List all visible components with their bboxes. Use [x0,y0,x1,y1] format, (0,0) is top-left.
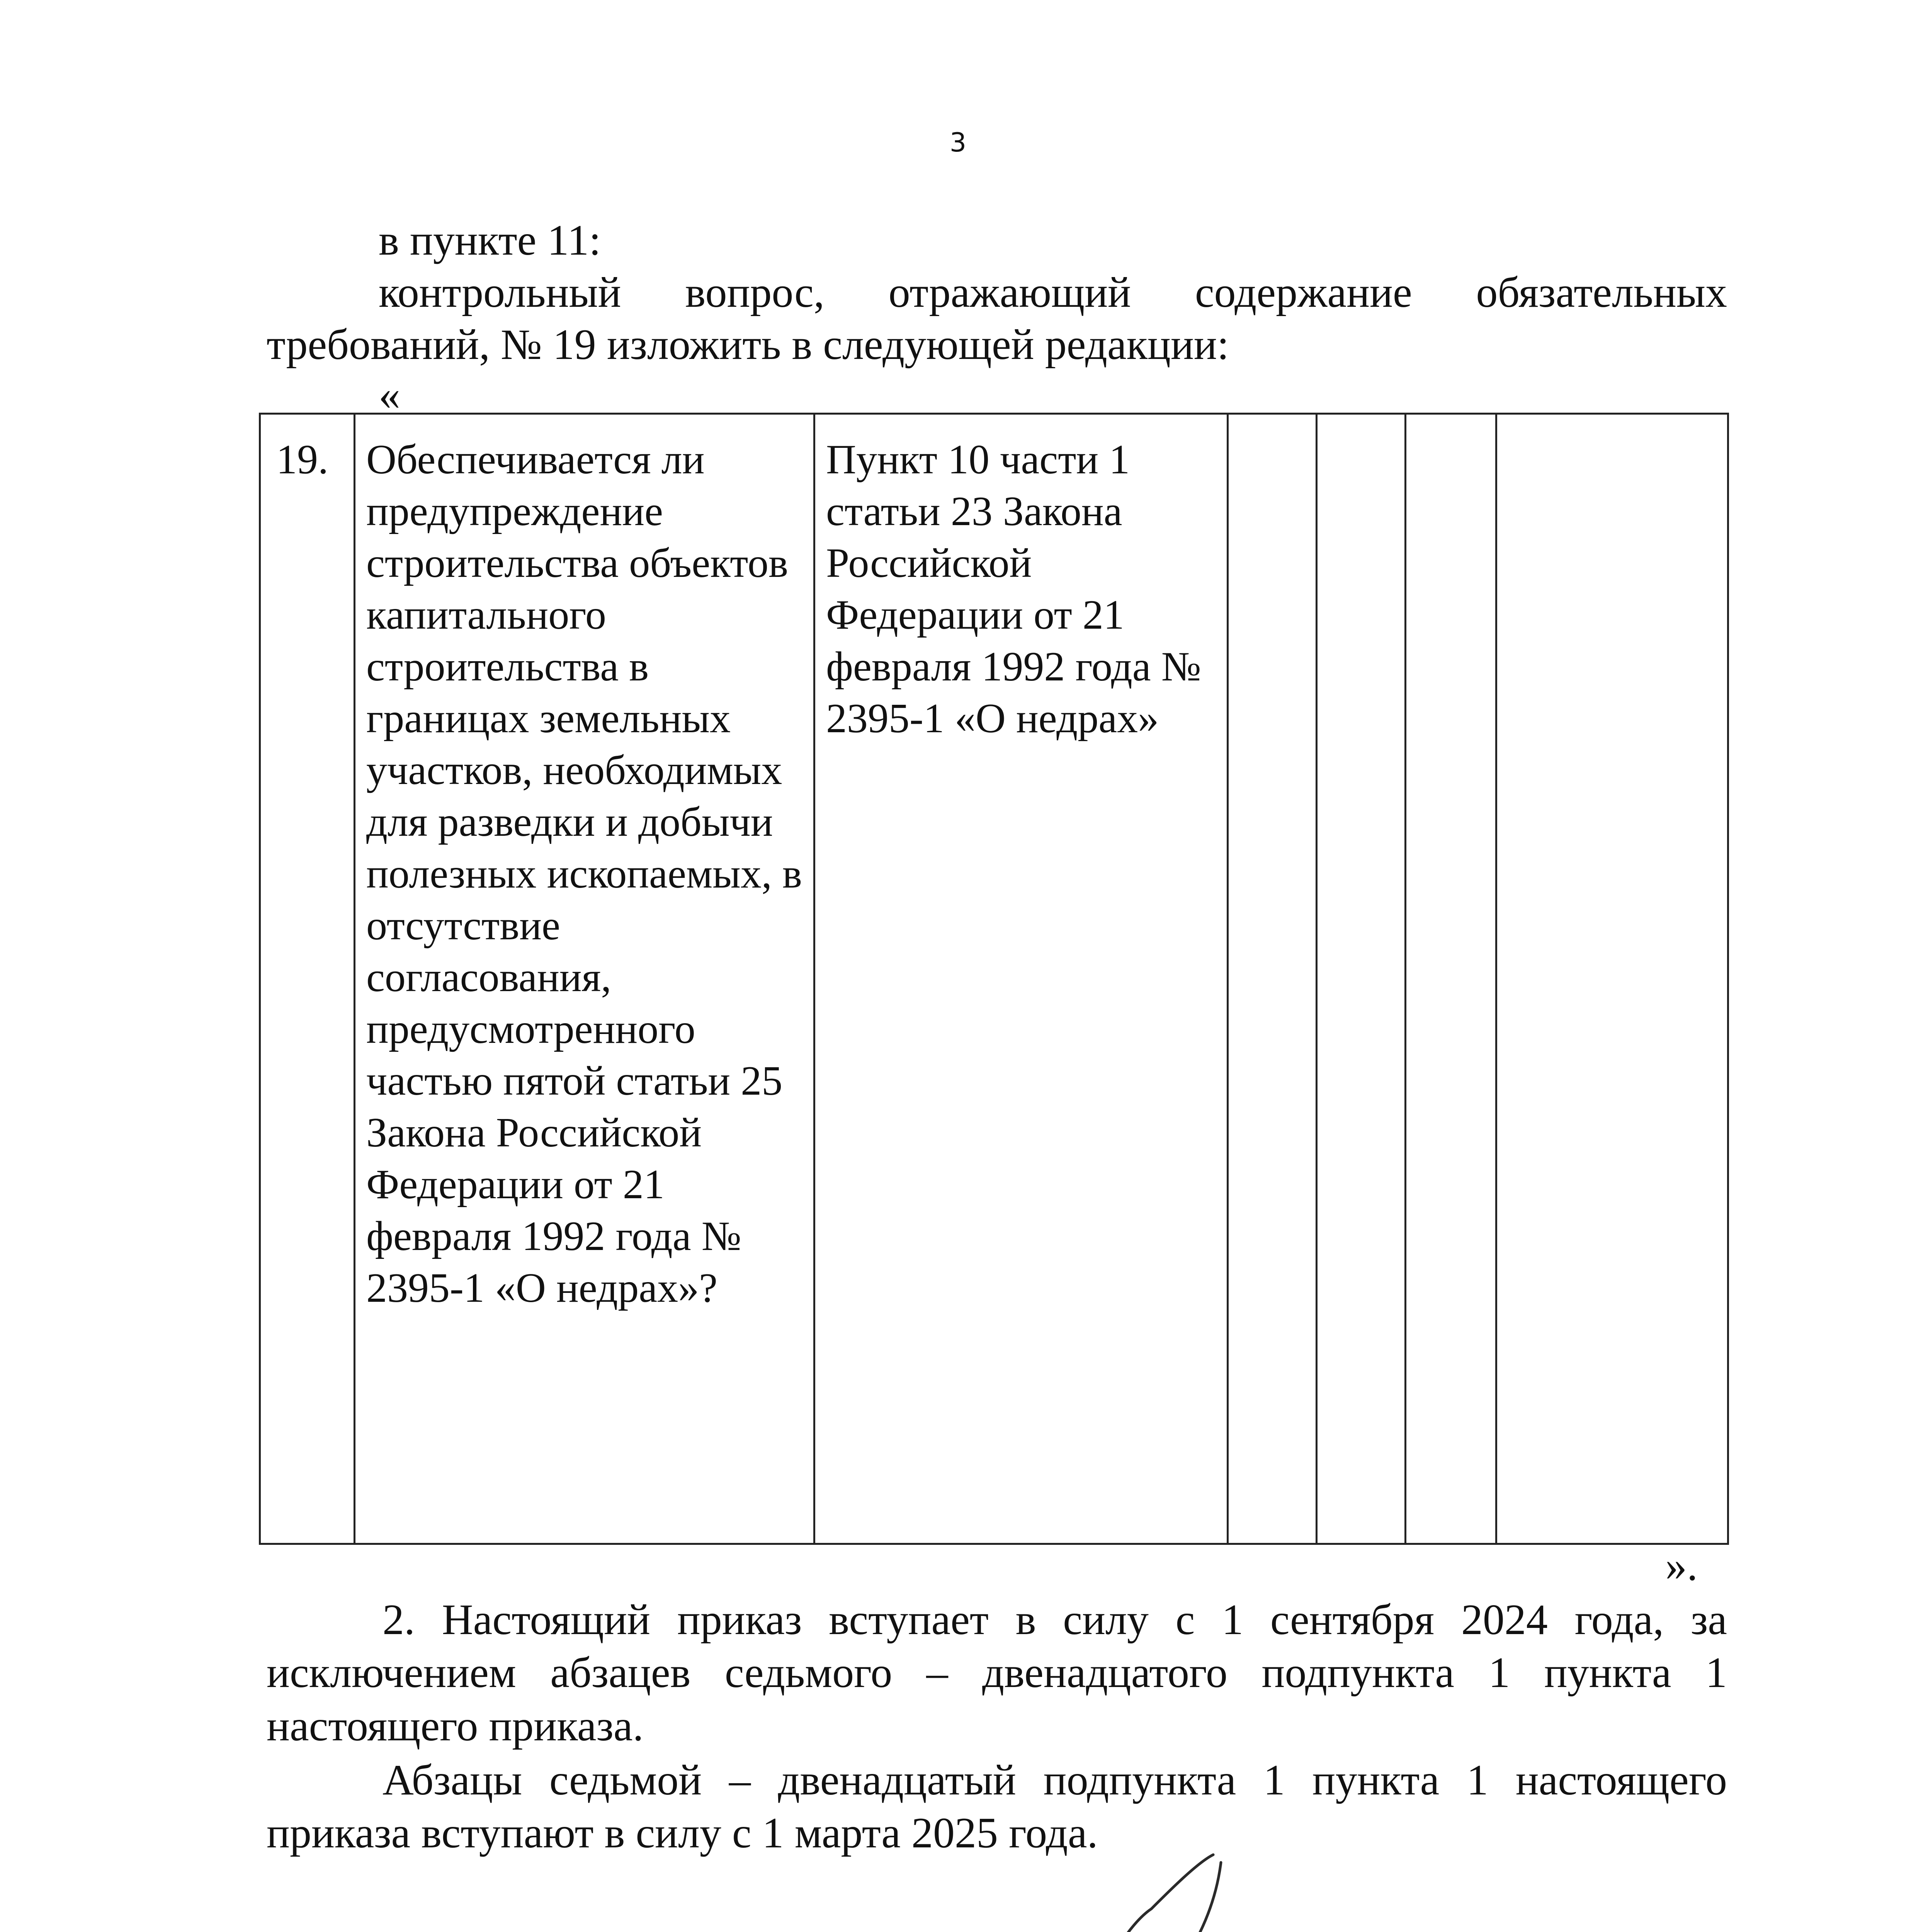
requirements-table [259,413,1729,1545]
para2-line-3: настоящего приказа. [267,1702,644,1750]
control-question: Обеспечивается ли предупреждение строительства объектов капитального строительства в границах земельных участков, необходимых для разведки и добычи полезных ископаемых, в отсутствие согласования, предусмотренного частью пятой статьи 25 Закона Российской Федерации от 21 февраля 1992 года № 2395-1 «О недрах»? [366,437,802,1311]
intro-line-3: требований, № 19 изложить в следующей редакции: [267,321,1229,369]
reference-cell [814,414,1228,1544]
handwritten-signature [989,1847,1453,1932]
legal-reference: Пункт 10 части 1 статьи 23 Закона Российской Федерации от 21 февраля 1992 года № 2395-1 «О недрах» [826,437,1201,742]
empty-cell-5 [1317,414,1406,1544]
row-number-cell [260,414,355,1544]
para2-line-2: исключением абзацев седьмого – двенадцатого подпункта 1 пункта 1 [267,1649,1727,1697]
row-number: 19. [276,437,328,483]
empty-cell-6 [1406,414,1496,1544]
para2-line-1: 2. Настоящий приказ вступает в силу с 1 сентября 2024 года, за [383,1596,1727,1644]
intro-line-1: в пункте 11: [379,216,601,264]
question-cell [355,414,814,1544]
para3-line-1: Абзацы седьмой – двенадцатый подпункта 1 пункта 1 настоящего [383,1756,1727,1804]
table-row [260,414,1728,1544]
para3-line-2: приказа вступают в силу с 1 марта 2025 года. [267,1809,1098,1857]
empty-cell-7 [1496,414,1728,1544]
page-number: 3 [949,128,967,158]
open-quote: « [379,371,400,419]
intro-line-2: контрольный вопрос, отражающий содержание обязательных [379,269,1727,316]
empty-cell-4 [1228,414,1317,1544]
close-quote: ». [1665,1542,1698,1590]
